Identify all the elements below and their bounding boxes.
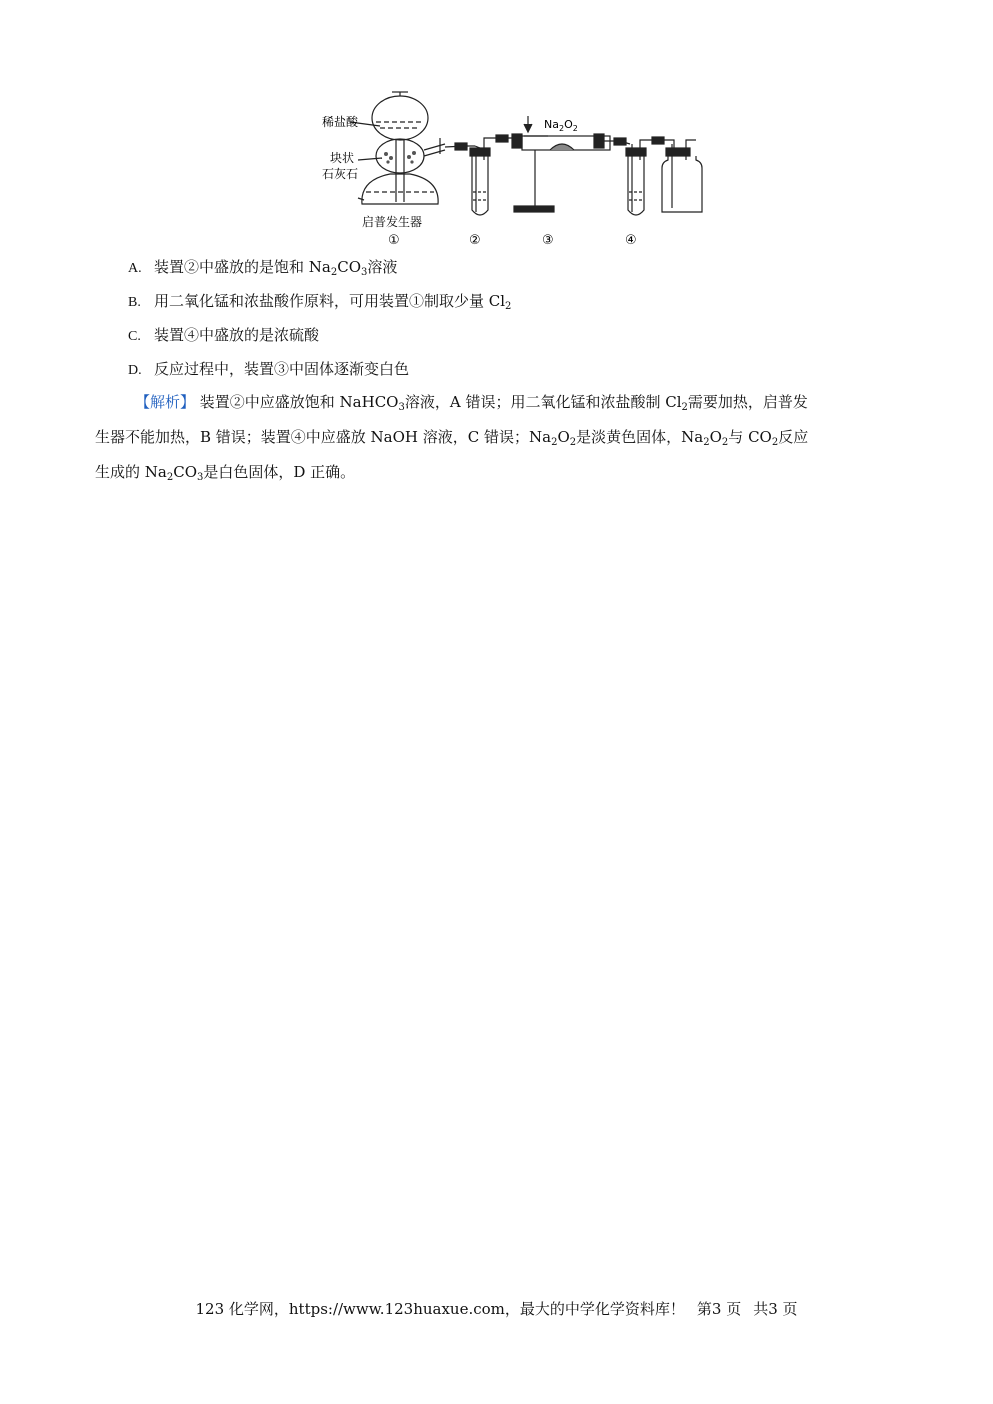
option-key: C.: [128, 329, 141, 344]
tube-4: [626, 144, 646, 215]
option-b: B. 用二氧化锰和浓盐酸作原料，可用装置①制取少量 $Cl_2$: [128, 292, 512, 312]
label-na2o2: $Na_2O_2$: [544, 118, 578, 133]
analysis-line-2: 生器不能加热，B 错误；装置④中应盛放 NaOH 溶液，C 错误；$Na_2O_2$是淡黄色固体，$Na_2O_2$与 $CO_2$反应: [95, 428, 809, 448]
label-device-1: ①: [388, 233, 400, 248]
page-footer: [0, 1298, 993, 1319]
option-key: D.: [128, 363, 142, 378]
option-key: A.: [128, 261, 142, 276]
label-generator: 启普发生器: [362, 215, 423, 229]
analysis-line-3: 生成的 $Na_2CO_3$是白色固体，D 正确。: [95, 463, 356, 483]
apparatus-diagram: [300, 88, 720, 250]
washing-tube-2: [470, 144, 490, 215]
option-a: A. 装置②中盛放的是饱和 $Na_2CO_3$溶液: [128, 258, 398, 278]
option-key: B.: [128, 295, 141, 310]
label-device-2: ②: [469, 233, 481, 248]
footer-site: 123 化学网，https://www.123huaxue.com，最大的中学化学资料库！: [195, 1300, 685, 1318]
footer-total: 共3 页: [753, 1300, 798, 1318]
label-acid: 稀盐酸: [322, 115, 359, 129]
option-d: D. 反应过程中，装置③中固体逐渐变白色: [128, 359, 409, 381]
analysis-tag: 【解析】: [135, 393, 196, 411]
label-stone-1: 块状: [330, 151, 355, 165]
option-c: C. 装置④中盛放的是浓硫酸: [128, 325, 319, 347]
label-device-3: ③: [542, 233, 554, 248]
kipp-generator: [358, 92, 445, 204]
label-stone-2: 石灰石: [322, 167, 359, 181]
gas-bottle: [662, 140, 702, 212]
analysis-block: [95, 385, 903, 490]
limestone: [384, 151, 416, 164]
footer-page: 第3 页: [696, 1300, 742, 1318]
label-device-4: ④: [625, 233, 637, 248]
analysis-line-1: 【解析】 装置②中应盛放饱和 NaHCO$_3$溶液，A 错误；用二氧化锰和浓盐酸制 $Cl_2$需要加热，启普发: [135, 393, 808, 413]
